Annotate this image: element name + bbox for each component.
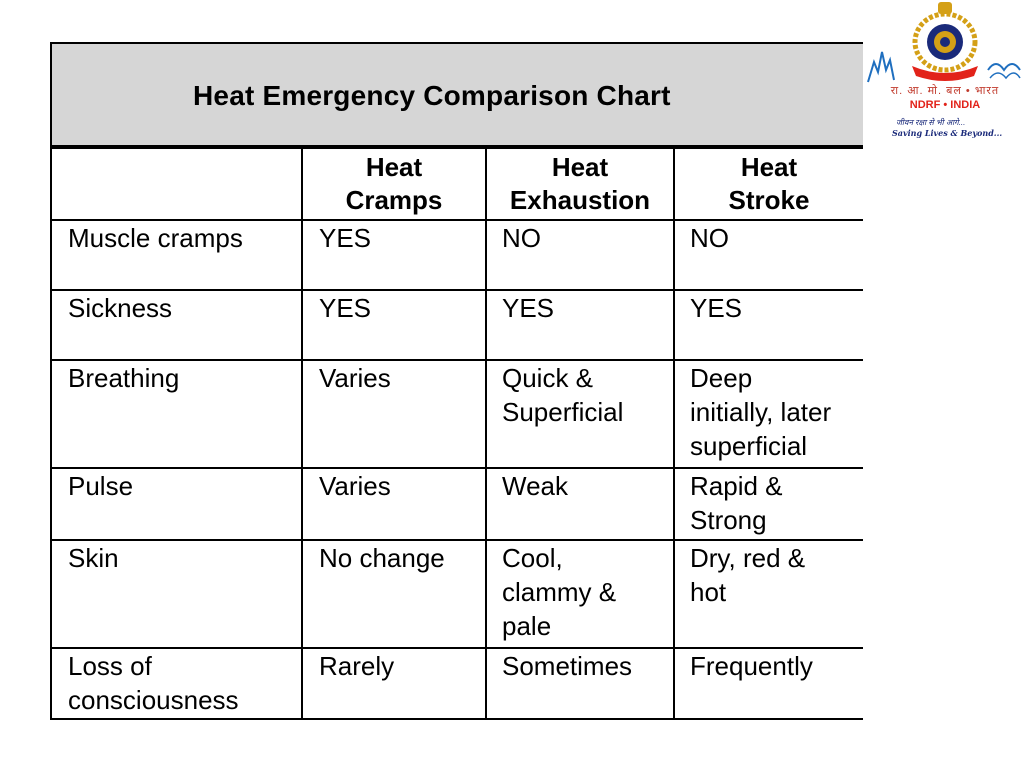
row-label: Pulse (68, 471, 134, 501)
row-label: Loss of consciousness (68, 651, 239, 715)
cell-heat-exhaustion: Weak (485, 469, 673, 539)
cell-heat-cramps: YES (301, 221, 485, 289)
table-row-pulse (52, 469, 863, 541)
table-title-band (52, 44, 863, 149)
cell-heat-exhaustion: Cool, clammy & pale (485, 541, 673, 647)
cell-heat-stroke: NO (673, 221, 863, 289)
table-row-breathing (52, 361, 863, 469)
table-title: Heat Emergency Comparison Chart (193, 80, 671, 111)
header-heat-exhaustion: Heat Exhaustion (485, 149, 673, 219)
cell-heat-cramps: Rarely (301, 649, 485, 720)
row-label: Sickness (68, 293, 173, 323)
header-heat-stroke: Heat Stroke (673, 149, 863, 219)
table-row-sickness (52, 291, 863, 361)
cell-heat-exhaustion: Sometimes (485, 649, 673, 720)
cell-heat-exhaustion: NO (485, 221, 673, 289)
ndrf-emblem-icon (866, 0, 1024, 86)
header-cell-blank (52, 149, 301, 219)
table-row-skin (52, 541, 863, 649)
cell-heat-cramps: YES (301, 291, 485, 359)
header-heat-cramps: Heat Cramps (301, 149, 485, 219)
cell-heat-exhaustion: Quick & Superficial (485, 361, 673, 467)
cell-heat-cramps: No change (301, 541, 485, 647)
table-header-row (52, 149, 863, 221)
cell-heat-stroke: Rapid & Strong (673, 469, 863, 539)
table-row-loss-of-consciousness (52, 649, 863, 720)
comparison-table (50, 42, 863, 720)
cell-heat-cramps: Varies (301, 361, 485, 467)
row-label: Breathing (68, 363, 180, 393)
logo-tagline-hindi: जीवन रक्षा से भी आगे... (896, 118, 966, 127)
logo-english-name: NDRF • INDIA (909, 99, 981, 111)
cell-heat-exhaustion: YES (485, 291, 673, 359)
logo-tagline-english: Saving Lives & Beyond... (892, 128, 1003, 138)
cell-heat-cramps: Varies (301, 469, 485, 539)
row-label: Muscle cramps (68, 223, 243, 253)
table-row-muscle-cramps (52, 221, 863, 291)
cell-heat-stroke: YES (673, 291, 863, 359)
cell-heat-stroke: Dry, red & hot (673, 541, 863, 647)
ndrf-logo (866, 0, 1024, 142)
logo-hindi-name: रा. आ. मो. बल • भारत (890, 85, 1000, 97)
row-label: Skin (68, 543, 119, 573)
cell-heat-stroke: Frequently (673, 649, 863, 720)
cell-heat-stroke: Deep initially, later superficial (673, 361, 863, 467)
